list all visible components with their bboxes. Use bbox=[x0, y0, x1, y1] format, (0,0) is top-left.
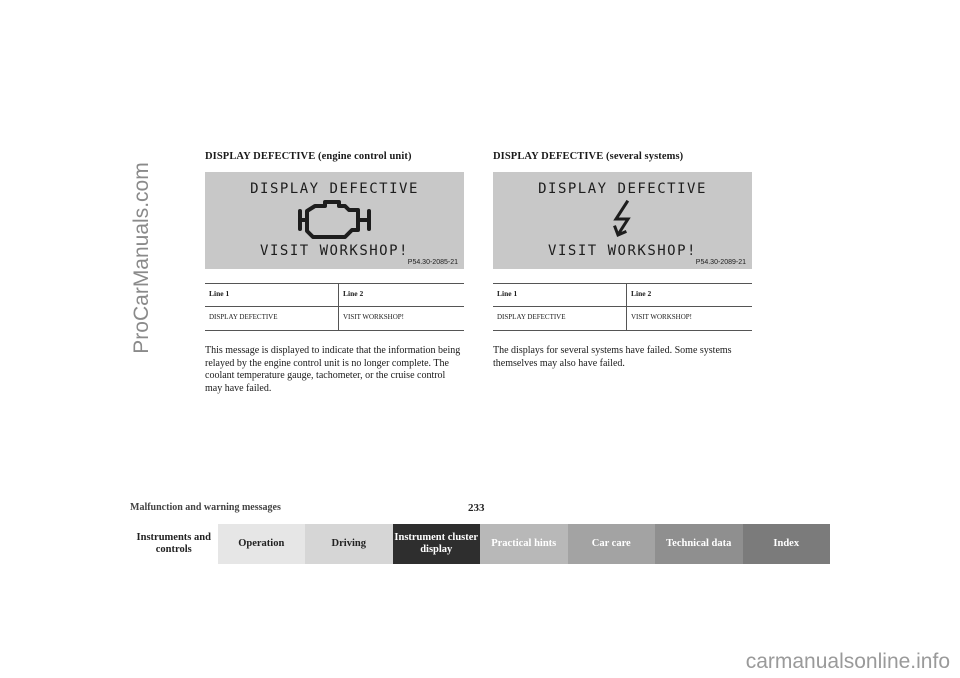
message-table bbox=[205, 283, 464, 331]
tab-driving[interactable]: Driving bbox=[305, 524, 393, 564]
figure-reference: P54.30-2085-21 bbox=[407, 259, 458, 266]
figure-reference: P54.30-2089-21 bbox=[695, 259, 746, 266]
table-header-row bbox=[493, 284, 752, 307]
section-heading: DISPLAY DEFECTIVE (several systems) bbox=[493, 151, 684, 162]
lcd-line-2: VISIT WORKSHOP! bbox=[548, 243, 697, 259]
table-cell: DISPLAY DEFECTIVE bbox=[493, 307, 627, 331]
tab-instruments-and-controls[interactable]: Instruments and controls bbox=[130, 524, 218, 564]
lcd-line-1: DISPLAY DEFECTIVE bbox=[538, 181, 707, 197]
chapter-tab-bar bbox=[130, 524, 830, 564]
tab-technical-data[interactable]: Technical data bbox=[655, 524, 743, 564]
column-header: Line 1 bbox=[205, 284, 339, 307]
section-engine-control-unit bbox=[205, 151, 465, 395]
table-cell: VISIT WORKSHOP! bbox=[627, 307, 753, 331]
tab-practical-hints[interactable]: Practical hints bbox=[480, 524, 568, 564]
table-row bbox=[205, 307, 464, 331]
footer-section-title: Malfunction and warning messages bbox=[130, 502, 281, 513]
engine-check-icon bbox=[297, 199, 373, 241]
section-body-text: This message is displayed to indicate that the information being relayed by the engine control unit is no longer complete. The coolant temperature gauge, tachometer, or the cruise control may have failed. bbox=[205, 345, 461, 394]
tab-index[interactable]: Index bbox=[743, 524, 831, 564]
lcd-line-1: DISPLAY DEFECTIVE bbox=[250, 181, 419, 197]
bottom-watermark: carmanualsonline.info bbox=[745, 650, 950, 673]
tab-instrument-cluster-display[interactable]: Instrument cluster display bbox=[393, 524, 481, 564]
section-several-systems bbox=[493, 151, 753, 370]
section-body-text: The displays for several systems have failed. Some systems themselves may also have failed. bbox=[493, 345, 732, 369]
column-header: Line 1 bbox=[493, 284, 627, 307]
table-cell: VISIT WORKSHOP! bbox=[339, 307, 465, 331]
lcd-display-illustration bbox=[205, 172, 464, 269]
lightning-bolt-icon bbox=[611, 199, 635, 239]
column-header: Line 2 bbox=[627, 284, 753, 307]
section-heading: DISPLAY DEFECTIVE (engine control unit) bbox=[205, 151, 412, 162]
lcd-line-2: VISIT WORKSHOP! bbox=[260, 243, 409, 259]
table-cell: DISPLAY DEFECTIVE bbox=[205, 307, 339, 331]
tab-operation[interactable]: Operation bbox=[218, 524, 306, 564]
table-header-row bbox=[205, 284, 464, 307]
page-number: 233 bbox=[468, 502, 485, 514]
table-row bbox=[493, 307, 752, 331]
column-header: Line 2 bbox=[339, 284, 465, 307]
message-table bbox=[493, 283, 752, 331]
side-watermark-text: ProCarManuals.com bbox=[130, 162, 153, 354]
tab-car-care[interactable]: Car care bbox=[568, 524, 656, 564]
lcd-display-illustration bbox=[493, 172, 752, 269]
